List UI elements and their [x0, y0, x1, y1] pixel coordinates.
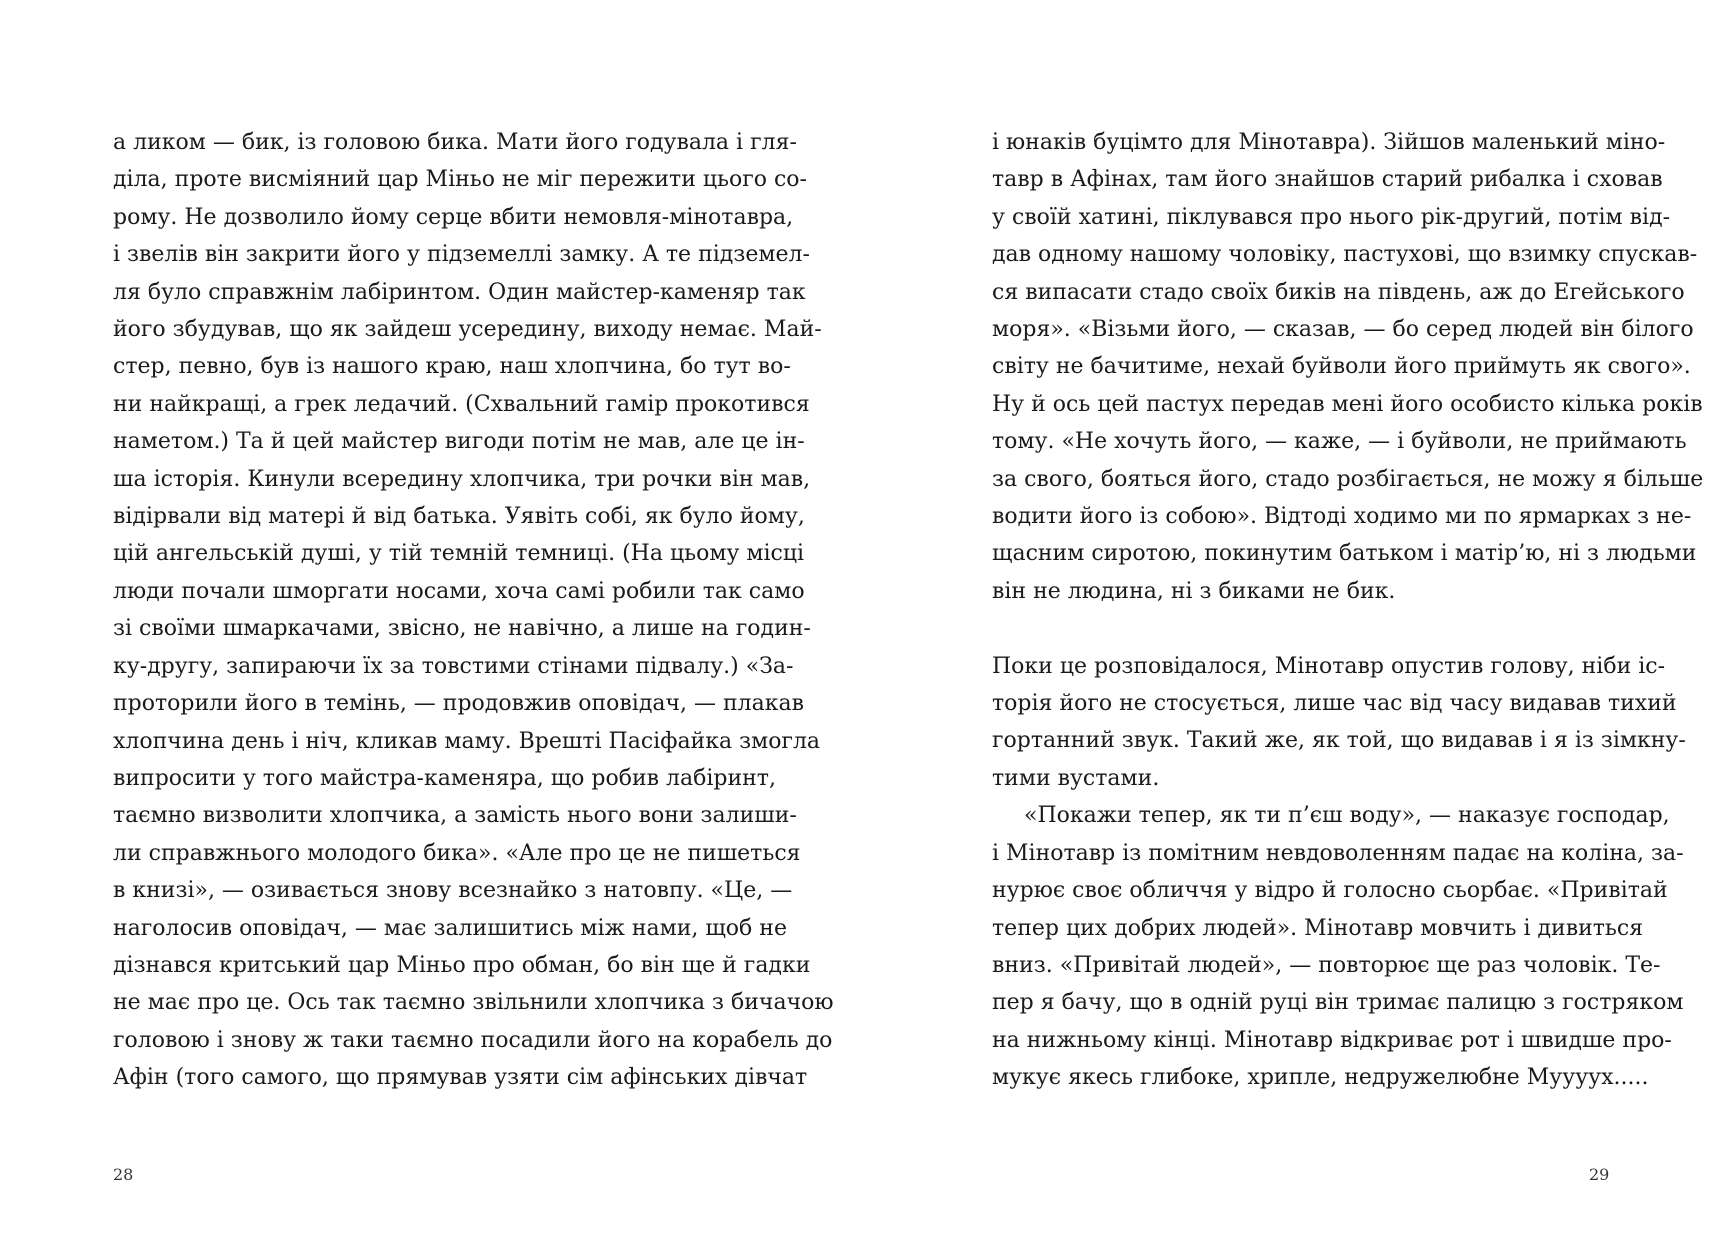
- text-line: ша історія. Кинули всередину хлопчика, три рочки він мав,: [113, 466, 811, 492]
- page-number: 29: [1589, 1165, 1610, 1184]
- text-line: ля було справжнім лабіринтом. Один майстер-каменяр так: [113, 279, 806, 305]
- text-line: наметом.) Та й цей майстер вигоди потім не мав, але це ін-: [113, 429, 805, 455]
- text-line: і звелів він закрити його у підземеллі замку. А те підземел-: [113, 242, 810, 268]
- text-line: таємно визволити хлопчика, а замість нього вони залиши-: [113, 803, 797, 829]
- text-line: на нижньому кінці. Мінотавр відкриває рот і швидше про-: [992, 1027, 1672, 1053]
- text-line: в книзі», — озивається знову всезнайко з натовпу. «Це, —: [113, 878, 793, 904]
- text-line: світу не бачитиме, нехай буйволи його приймуть як свого».: [992, 354, 1691, 380]
- text-line: проторили його в темінь, — продовжив оповідач, — плакав: [113, 691, 805, 717]
- text-line: дав одному нашому чоловіку, пастухові, що взимку спускав-: [992, 242, 1698, 268]
- text-line: ку-другу, запираючи їх за товстими стінами підвалу.) «За-: [113, 653, 794, 679]
- text-line: люди почали шморгати носами, хоча самі робили так само: [113, 578, 805, 604]
- left-page-text: [113, 124, 834, 1097]
- text-line: його збудував, що як зайдеш усередину, виходу немає. Май-: [113, 317, 822, 343]
- text-line: і юнаків буцімто для Мінотавра). Зійшов маленький міно-: [992, 130, 1666, 155]
- text-line: моря». «Візьми його, — сказав, — бо серед людей він білого: [992, 317, 1694, 343]
- page-number: 28: [113, 1165, 134, 1184]
- text-line: Афін (того самого, що прямував узяти сім афінських дівчат: [113, 1065, 808, 1091]
- text-line: у своїй хатині, піклувався про нього рік-другий, потім від-: [992, 204, 1671, 230]
- text-line: цій ангельській душі, у тій темній темниці. (На цьому місці: [113, 541, 805, 567]
- left-page: [0, 0, 856, 1258]
- right-page: [857, 0, 1713, 1258]
- text-line: Поки це розповідалося, Мінотавр опустив голову, ніби іс-: [992, 653, 1666, 679]
- text-line: ся випасати стадо своїх биків на південь, аж до Егейського: [992, 279, 1685, 305]
- text-line: наголосив оповідач, — має залишитись між нами, щоб не: [113, 915, 787, 941]
- text-line: тими вустами.: [992, 765, 1160, 791]
- text-line: зі своїми шмаркачами, звісно, не навічно, а лише на годин-: [113, 616, 811, 642]
- text-line: водити його із собою». Відтоді ходимо ми по ярмарках з не-: [992, 504, 1692, 530]
- text-line: тому. «Не хочуть його, — каже, — і буйволи, не приймають: [992, 429, 1687, 455]
- text-line: «Покажи тепер, як ти п’єш воду», — наказує господар,: [1024, 803, 1670, 829]
- text-line: хлопчина день і ніч, кликав маму. Врешті Пасіфайка змогла: [113, 728, 821, 754]
- text-line: діла, проте висміяний цар Міньо не міг пережити цього со-: [113, 167, 807, 193]
- text-line: ни найкращі, а грек ледачий. (Схвальний гамір прокотився: [113, 391, 810, 417]
- text-line: Ну й ось цей пастух передав мені його особисто кілька років: [992, 391, 1703, 417]
- text-line: мукує якесь глибоке, хрипле, недружелюбне Муууух.....: [992, 1065, 1649, 1091]
- text-line: за свого, бояться його, стадо розбігається, не можу я більше: [992, 466, 1704, 492]
- text-line: торія його не стосується, лише час від часу видавав тихий: [992, 691, 1677, 717]
- right-page-text: [992, 124, 1704, 1097]
- text-line: а ликом — бик, із головою бика. Мати його годувала і гля-: [113, 130, 797, 155]
- text-line: рому. Не дозволило йому серце вбити немовля-мінотавра,: [113, 204, 794, 230]
- text-line: щасним сиротою, покинутим батьком і матір’ю, ні з людьми: [992, 541, 1697, 567]
- text-line: вниз. «Привітай людей», — повторює ще раз чоловік. Те-: [992, 952, 1661, 978]
- text-line: дізнався критський цар Міньо про обман, бо він ще й гадки: [113, 952, 811, 978]
- text-line: він не людина, ні з биками не бик.: [992, 578, 1396, 604]
- text-line: пер я бачу, що в одній руці він тримає палицю з гостряком: [992, 990, 1684, 1016]
- text-line: нурює своє обличчя у відро й голосно сьорбає. «Привітай: [992, 878, 1668, 904]
- text-line: відірвали від матері й від батька. Уявіть собі, як було йому,: [113, 504, 805, 530]
- text-line: випросити у того майстра-каменяра, що робив лабіринт,: [113, 765, 776, 791]
- paragraph-gap: [992, 610, 1620, 647]
- text-line: ли справжнього молодого бика». «Але про це не пишеться: [113, 840, 801, 866]
- text-line: гортанний звук. Такий же, як той, що видавав і я із зімкну-: [992, 728, 1686, 754]
- text-line: і Мінотавр із помітним невдоволенням падає на коліна, за-: [992, 840, 1684, 866]
- text-line: тепер цих добрих людей». Мінотавр мовчить і дивиться: [992, 915, 1644, 941]
- text-line: стер, певно, був із нашого краю, наш хлопчина, бо тут во-: [113, 354, 791, 380]
- text-line: не має про це. Ось так таємно звільнили хлопчика з бичачою: [113, 990, 834, 1016]
- text-line: головою і знову ж таки таємно посадили його на корабель до: [113, 1027, 833, 1053]
- text-line: тавр в Афінах, там його знайшов старий рибалка і сховав: [992, 167, 1663, 193]
